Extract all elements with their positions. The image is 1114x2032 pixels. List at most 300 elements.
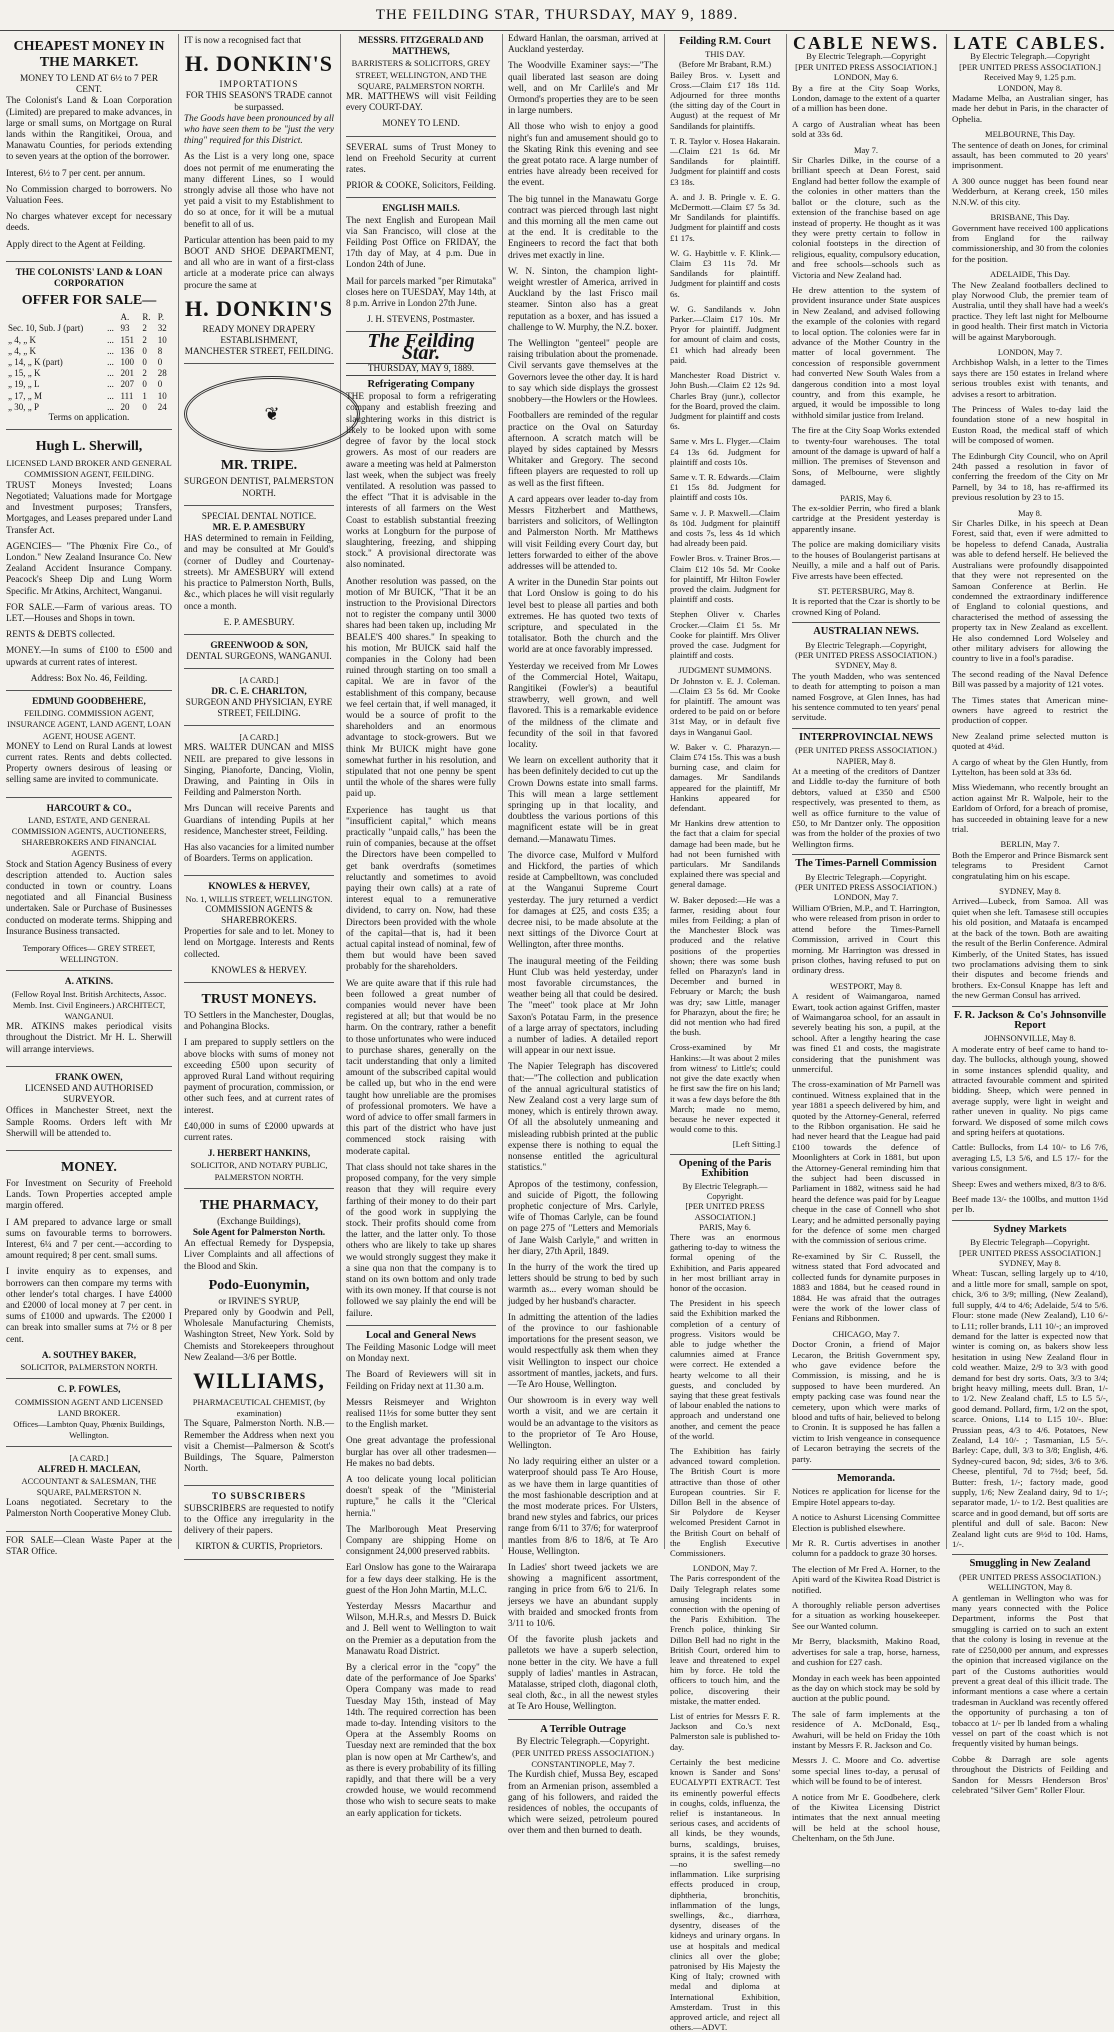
ad-pharmacy	[184, 1193, 334, 1487]
column-1	[6, 34, 172, 1557]
article-dateline: JOHNSONVILLE, May 8.	[984, 1033, 1076, 1044]
article-text: A. and J. B. Pringle v. E. G. McDermott.—Claim £7 5s 3d. Mr Sandilands for plaintiffs. Judgment for plaintiff and costs £1 17s.	[670, 191, 780, 243]
ad-text: Particular attention has been paid to my BOOT AND SHOE DEPARTMENT, and all who are in want of a first-class article at a moderate price can always procure the same at	[184, 235, 334, 291]
ad-title: Hugh L. Sherwill,	[35, 439, 143, 455]
section-title: CABLE NEWS.	[792, 33, 940, 53]
article-text: The police are making domiciliary visits to the houses of Boulangerist partisans at Neuilly, a mile and a half out of Paris. Five arrests have been effected.	[792, 539, 940, 581]
article-byline: (PER UNITED PRESS ASSOCIATION.)	[959, 1571, 1101, 1582]
ad-subtitle: MR. E. P. AMESBURY	[212, 523, 306, 534]
ad-subtitle: SURGEON AND PHYSICIAN, EYRE STREET, FEILDING.	[185, 697, 333, 719]
article-title: Refrigerating Company	[367, 379, 475, 391]
ad-title: KNOWLES & HERVEY,	[208, 882, 310, 893]
article-text: Cattle: Bullocks, from L4 10/- to L6 7/6, averaging L5, L3 5/6, and L5 17/- for the various consignment.	[952, 1142, 1108, 1174]
article-dateline: SYDNEY, May 8.	[999, 886, 1061, 897]
divider	[792, 854, 940, 855]
column-3	[346, 34, 496, 1819]
article-text: The youth Madden, who was sentenced to death for attempting to poison a man named Fosgrove, at Glen Innes, has had his sentence commuted to ten years' penal servitude.	[792, 670, 940, 723]
ad-subtitle: MONEY TO LEND.	[382, 119, 460, 130]
ad-card: [A CARD.]	[69, 1453, 109, 1464]
ad-text: Has also vacancies for a limited number of Boarders. Terms on application.	[184, 842, 334, 865]
column-rule	[178, 34, 179, 1549]
ad-signature: KIRTON & CURTIS, Proprietors.	[195, 1542, 323, 1553]
divider	[952, 1220, 1108, 1221]
ad-text: RENTS & DEBTS collected.	[6, 630, 115, 641]
ad-subtitle: READY MONEY DRAPERY ESTABLISHMENT,	[202, 324, 316, 347]
article-text: At a meeting of the creditors of Dantzer and Liddle to-day the furniture of both debtors, valued at £350 and £500 respectively, was presented to them, as well as office furniture to the value of £50, to Mr Dantzer only. The opposition was from the holder of the proxies of two Wellington firms.	[792, 766, 940, 849]
table-row: „ 4, „ K ... 151 2 10	[8, 334, 167, 345]
article-dateline: BRISBANE, This Day.	[990, 212, 1070, 223]
column-7	[952, 33, 1108, 1795]
section-title: LATE CABLES.	[953, 33, 1107, 53]
article-title: AUSTRALIAN NEWS.	[813, 626, 919, 638]
article-dateline: Received May 9, 1.25 p.m.	[983, 72, 1077, 83]
article-dateline: SYDNEY, May 8.	[999, 1258, 1061, 1269]
divider	[792, 728, 940, 729]
article-text: The sentence of death on Jones, for criminal assault, has been commuted to 20 years' imprisonment.	[952, 139, 1108, 171]
article-text: The fire at the City Soap Works extended to twenty-four warehouses. The total amount of the damage is upward of half a million. The premises of Stevenson and Sons, of Melbourne, were slightly damaged.	[792, 425, 940, 488]
article-text: New Zealand prime selected mutton is quoted at 4¼d.	[952, 730, 1108, 752]
ad-sherwill	[6, 434, 172, 691]
notice-english-mails	[346, 202, 496, 332]
ad-subtitle: LICENSED LAND BROKER AND GENERAL COMMISSION AGENT, FEILDING.	[6, 458, 172, 480]
article-dateline: CHICAGO, May 7.	[832, 1328, 900, 1339]
article-text: Yesterday we received from Mr Lowes of the Commercial Hotel, Waitapu, Rangitikei (Fowler's) a beautiful strawberry, well grown, and well flavored. This is a remarkable evidence of the mildness of the climate and fecundity of the soil in that favored locality.	[508, 661, 658, 750]
land-table	[6, 312, 172, 413]
divider	[670, 1154, 780, 1155]
article-text: Certainly the best medicine known is Sander and Sons' EUCALYPTI EXTRACT. Test its eminently powerful effects in coughs, colds, influenza, the relief is instantaneous. In serious cases, and accidents of all kinds, be they wounds, burns, scaldings, bruises, sprains, it is the safest remedy—no swelling—no inflammation. Like surprising effects produced in croup, diphtheria, bronchitis, inflammation of the lungs, swellings, &c., diarrhœa, dysentry, diseases of the kidneys and urinary organs. In use at hospitals and medical clinics all over the globe; patronised by His Majesty the King of Italy; crowned with medal and diploma at International Exhibition, Amsterdam. Trust in this approved article, and reject all others.—ADVT.	[670, 1756, 780, 2032]
article-text: A writer in the Dunedin Star points out that Lord Onslow is going to do his level best to please all parties and both extremes. He has quoted two texts of scripture, and speculated in the totalisator. Both the church and the world are at once favorably impressed.	[508, 578, 658, 656]
article-text: Cross-examined by Mr Hankins:—It was about 2 miles from witness' to Little's; could not give the date exactly when he first saw the fire on his land; it was a few days before the 8th March; made no memo, because he never expected it would come to this.	[670, 1042, 780, 1135]
ad-text: MR. ATKINS makes periodical visits throughout the District. Mr H. L. Sherwill will arrange interviews.	[6, 1022, 172, 1055]
ad-title: H. DONKIN'S	[185, 51, 333, 77]
article-text: A thoroughly reliable person advertises for a situation as working housekeeper. See our Wanted column.	[792, 1600, 940, 1631]
ad-title: SPECIAL DENTAL NOTICE.	[201, 511, 317, 522]
article-text: A resident of Waimangaroa, named Ewart, took action against Griffen, master of Waimangaroa school, for an assault in severely beating his son, a pupil, at the school. After a lengthy hearing the case was fined £1 and costs, the magistrate considering that the punishment was unmerciful.	[792, 991, 940, 1074]
article-text: Sir Charles Dilke, in his speech at Dean Forest, said that, even if were admitted to be hopeless to defend Canada, Australia was able to defend herself. He believed the Australians were profoundly disappointed that they were not represented on the Samoan Conference at Berlin. He condemned the extraordinary indifference of England to colonial questions, and characterised the method of assessing the property tax in New Zealand as excellent. He also condemned Lord Wolseley and other military advisers for allowing the country to live in a fool's paradise.	[952, 518, 1108, 664]
article-text: A cargo of Australian wheat has been sold at 33s 6d.	[792, 118, 940, 140]
article-byline: [PER UNITED PRESS ASSOCIATION.]	[959, 61, 1101, 72]
table-row: „ 4, „ K ... 136 0 8	[8, 345, 163, 356]
article-text: Mr Berry, blacksmith, Makino Road, advertises for sale a trap, horse, harness, and cushion for £27 cash.	[792, 1636, 940, 1668]
article-dateline: CONSTANTINOPLE, May 7.	[531, 1759, 635, 1770]
article-text: Messrs Reismeyer and Wrighton realised 11½s for some butter they sent to the English market.	[346, 1397, 496, 1431]
article-title: Opening of the Paris Exhibition	[678, 1157, 772, 1179]
ad-trust-moneys	[184, 987, 334, 1189]
article-text: No lady requiring either an ulster or a waterproof should pass Te Aro House, as we have them in large quantities of the most fashionable description and at the most moderate prices. For Ulsters, brand new styles and fabrics, our prices range from 6/11 to 37/6; for waterproof mantles from 8/6 to 18/6, at Te Aro House, Wellington.	[508, 1457, 658, 1557]
paper-title: The Feilding Star.	[367, 330, 475, 364]
ad-title: HARCOURT & CO.,	[46, 803, 132, 814]
ad-title: EDMUND GOODBEHERE,	[32, 696, 146, 707]
table-row: „ 15, „ K ... 201 2 28	[8, 368, 167, 379]
ad-subtitle: FEILDING. COMMISSION AGENT, INSURANCE AGENT, LAND AGENT, LOAN AGENT, HOUSE AGENT.	[6, 708, 171, 741]
article-text: The Kurdish chief, Mussa Bey, escaped from an Armenian prison, assembled a gang of his followers, and raided the residences of nobles, the occupants of which were seized, petroleum poured over them and then burned to death.	[508, 1770, 658, 1837]
article-text: The Board of Reviewers will sit in Feilding on Friday next at 11.30 a.m.	[346, 1370, 496, 1392]
ad-subtitle: OFFER FOR SALE—	[21, 293, 157, 309]
article-byline: By Electric Telegraph—Copyright.	[970, 1237, 1090, 1248]
article-subhead: JUDGMENT SUMMONS.	[678, 665, 772, 676]
article-byline: [PER UNITED PRESS ASSOCIATION.]	[795, 61, 937, 72]
article-dateline: LONDON, May 7.	[833, 892, 899, 903]
ad-subtitle: No. 1, WILLIS STREET, WELLINGTON.	[185, 893, 333, 904]
ad-signature: J. HERBERT HANKINS,	[207, 1149, 311, 1160]
ad-amesbury	[184, 510, 334, 635]
article-byline: [PER UNITED PRESS ASSOCIATION.]	[959, 1247, 1101, 1258]
divider	[792, 622, 940, 623]
notice-title: ENGLISH MAILS.	[382, 204, 460, 215]
ad-text: MANCHESTER STREET, FEILDING.	[184, 347, 334, 358]
article-text: The inaugural meeting of the Feilding Hunt Club was held yesterday, under most favorable circumstances, the weather being all that could be desired. The "meet" took place at Mr John Saxon's Potatau Farm, in the presence of a large array of spectators, including a number of ladies. A detailed report will appear in our next issue.	[508, 956, 658, 1057]
article-text: A 300 ounce nugget has been found near Wedderburn, at Kerang creek, 150 miles N.N.W. of this city.	[952, 175, 1108, 207]
table-row: „ 30, „ P ... 20 0 24	[8, 401, 167, 412]
divider	[952, 1554, 1108, 1555]
article-text: Cobbe & Darragh are sole agents throughout the Districts of Feilding and Sandon for Messrs Henderson Bros' celebrated "Silver Gem" Roller Flour.	[952, 1753, 1108, 1795]
article-text: Bailey Bros. v. Lysett and Cross.—Claim £17 18s 11d. Adjourned for three months (the sitting day of the Court in August) at the request of Mr Sandilands for plaintiffs.	[670, 69, 780, 131]
article-text: In Ladies' short tweed jackets we are showing a magnificent assortment, ranging in price from 6/6 to 21/6. In jerseys we have an abundant supply with braided and smocked fronts from 3/11 to 10/6.	[508, 1563, 658, 1630]
article-text: Mr Hankins drew attention to the fact that a claim for special damage had been made, but he had not been furnished with particulars. Mr Sandilands explained there was special and general damage.	[670, 818, 780, 890]
ad-subtitle: MONEY TO LEND AT 6½ to 7 PER CENT.	[19, 74, 159, 96]
ad-subtitle: DENTAL SURGEONS, WANGANUI.	[186, 652, 332, 663]
ad-signature: PRIOR & COOKE, Solicitors, Feilding.	[346, 181, 496, 192]
article-text: Fowler Bros. v. Trainer Bros.—Claim £12 10s 5d. Mr Cooke for plaintiff, Mr Hilton Fowler proved the claim. Judgment for plaintiff and costs.	[670, 553, 780, 605]
article-dateline: WELLINGTON, May 8.	[987, 1582, 1073, 1593]
article-text: Earl Onslow has gone to the Wairarapa for a few days deer stalking. He is the guest of the Hon John Martin, M.L.C.	[346, 1563, 496, 1596]
ad-duncan	[184, 730, 334, 876]
ad-subtitle: PHARMACEUTICAL CHEMIST, (by examination)	[192, 1397, 326, 1419]
article-title: Sydney Markets	[993, 1223, 1067, 1235]
ad-text: I am prepared to supply settlers on the above blocks with sums of money not exceeding £500 upon security of approved Rural Land without requiring payment of procuration, commission, or other such fees, and at current rates of interest.	[184, 1038, 334, 1116]
masthead: THE FEILDING STAR, THURSDAY, MAY 9, 1889.	[0, 0, 1114, 31]
ad-charlton	[184, 673, 334, 726]
paper-date: THURSDAY, MAY 9, 1889.	[346, 363, 496, 376]
ad-maclean	[6, 1451, 172, 1531]
notice-text: Mail for parcels marked "per Rimutaka" closes here on TUESDAY, May 14th, at 8 p.m. Arrive in London 27th June.	[346, 276, 496, 310]
article-text: The Exhibition has fairly advanced toward completion. The British Court is more attractive than those of other European countries. Sir F. Dillon Bell in the absence of Sir Polydore de Keyser welcomed President Carnot in the British Court on behalf of the English Executive Commissioners.	[670, 1446, 780, 1559]
ad-card: [A CARD.]	[239, 732, 279, 743]
article-byline: (PER UNITED PRESS ASSOCIATION.)	[795, 649, 937, 660]
table-row: Sec. 10, Sub. J (part) ... 93 2 32	[8, 323, 167, 334]
article-text: Same v. Mrs L. Flyger.—Claim £4 13s 6d. Judgment for plaintiff and costs 10s.	[670, 436, 780, 467]
ad-text: The Square, Palmerston North. N.B.—Remember the Address when next you visit a Chemist—Palmerson & Scott's Buildings, The Square, Palmerston North.	[184, 1419, 334, 1475]
article-dateline: BERLIN, May 7.	[1000, 839, 1060, 850]
article-dateline: LONDON, May 6.	[833, 72, 899, 83]
ad-title: TRUST MONEYS.	[201, 991, 317, 1007]
article-text: William O'Brien, M.P., and T. Harrington, who were released from prison in order to attend before the Times-Parnell Commission, arrived in Court this morning. Mr Harrington was dressed in prison clothes, having refused to put on ordinary dress.	[792, 902, 940, 976]
article-text: The Marlborough Meat Preserving Company are shipping Home on consignment 24,000 preserved rabbits.	[346, 1524, 496, 1558]
article-text: W. Baker deposed:—He was a farmer, residing about four miles from Feilding; a plan of the Manchester Block was produced and the relative positions of the properties shown; there was some bush felled on Pharazyn's land in December and burned in February or March; the bush was dry; saw Little, manager for Pharazyn, about the fire; he did not mention who had fired the bush.	[670, 894, 780, 1038]
ad-signature: E. P. AMESBURY.	[223, 617, 295, 628]
ad-subtitle: COMMISSION AGENT AND LICENSED LAND BROKER.	[15, 1396, 163, 1418]
article-byline: (Before Mr Brabant, R.M.)	[678, 59, 772, 70]
article-text: The New Zealand footballers declined to play Norwood Club, the premier team of Australia, until they shall have had a week's practice. They left last night for Melbourne in good health. Their first match in Victoria will be against Maryborough.	[952, 279, 1108, 342]
article-text: The Edinburgh City Council, who on April 24th passed a resolution in favor of conferring the freedom of the City on Mr Parnell, by 34 to 18, has re-affirmed its previous resolution by 23 to 15.	[952, 450, 1108, 503]
article-dateline: ADELAIDE, This Day.	[989, 269, 1071, 280]
article-text: The cross-examination of Mr Parnell was continued. Witness explained that in the year 1881 a speech delivered by him, and quoted by the Attorney-General, referred to the Ribbon organisation. He said he had never heard that the League had paid £100 towards the defence of Moonlighters at Cork in 1881, but upon the Attorney-General reminding him that the subject had been discussed in Parliament in 1882, witness said he had heard the defence was paid for by League cheque in the case of Connell who shot Leary; and he admitted personally paying for the defence of some men charged with the commission of serious crime.	[792, 1079, 940, 1246]
column-rule	[946, 34, 947, 1549]
ad-title: CHEAPEST MONEY IN THE MARKET.	[13, 39, 165, 70]
article-text: Mr R. R. Curtis advertises in another column for a paddock to graze 30 horses.	[792, 1538, 940, 1559]
ad-text: Temporary Offices— GREY STREET, WELLINGTON.	[22, 943, 156, 965]
ad-signature: SOLICITOR, PALMERSTON NORTH.	[20, 1362, 158, 1373]
ad-text: Stock and Station Agency Business of every description attended to. Auction sales conducted in town or country. Loans negotiated and all Financial Business undertaken. Sale or Purchase of Businesses conducted on moderate terms. Shipping and Insurance Business transacted.	[6, 859, 172, 937]
article-dateline: THIS DAY.	[705, 49, 745, 60]
ad-title: THE PHARMACY,	[199, 1197, 319, 1213]
ad-title: GREENWOOD & SON,	[210, 640, 308, 651]
ad-text: For Investment on Security of Freehold Lands. Town Properties accepted ample margin offered.	[6, 1179, 172, 1212]
article-text: Both the Emperor and Prince Bismarck sent telegrams to President Carnot congratulating him on his escape.	[952, 849, 1108, 881]
ad-text: The Goods have been pronounced by all who have seen them to be "just the very thing" required for this District.	[184, 113, 334, 147]
article-text: The second reading of the Naval Defence Bill was passed by a majority of 121 votes.	[952, 668, 1108, 690]
divider	[952, 1006, 1108, 1007]
ad-subtitle: ACCOUNTANT & SALESMAN, THE SQUARE, PALMERSTON N.	[21, 1475, 157, 1497]
ad-text: SEVERAL sums of Trust Money to lend on Freehold Security at current rates.	[346, 142, 496, 176]
article-text: Monday in each week has been appointed as the day on which stock may be sold by auction at the public pound.	[792, 1672, 940, 1704]
ad-donkin	[184, 34, 334, 364]
ad-fowles	[6, 1383, 172, 1447]
dental-emblem-icon: ❦	[184, 376, 360, 452]
article-text: A moderate entry of beef came to hand to-day. The bullocks, although young, showed in some instances splendid quality, and attracted favourable comment and spirited bidding. Sheep, which were penned in average supply, were light in weight and rather uneven in quality. No pigs came forward. We disposed of some milch cows and spring heifers at quotations.	[952, 1043, 1108, 1137]
article-dateline: ST. PETERSBURG, May 8.	[817, 585, 915, 596]
article-text: By a fire at the City Soap Works, London, damage to the extent of a quarter of a million has been done.	[792, 82, 940, 114]
ad-text: AGENCIES— "The Phœnix Fire Co., of London." New Zealand Insurance Co. New Zealand Accident Insurance Company. Peacock's Sheep Dip and Lung Worm Specific. Mr Atkins, Architect, Wanganui.	[6, 541, 172, 597]
article-text: Madame Melba, an Australian singer, has made her debut in Paris, in the character of Ophelia.	[952, 93, 1108, 124]
article-text: It is reported that the Czar is shortly to be crowned King of Poland.	[792, 596, 940, 617]
article-dateline: PARIS, May 6.	[840, 492, 892, 503]
divider	[508, 1719, 658, 1720]
column-5	[670, 34, 781, 2032]
article-text: Our showroom is in every way well worth a visit, and we are certain it would be an advantage to the visitors as to the proprietor of Te Aro House, Wellington.	[508, 1396, 658, 1451]
article-text: The Feilding Masonic Lodge will meet on Monday next.	[346, 1342, 496, 1365]
article-text: Messrs J. C. Moore and Co. advertise some special lines to-day, a perusal of which will be found to be of interest.	[792, 1755, 940, 1787]
ad-title: THE COLONISTS' LAND & LOAN CORPORATION	[15, 267, 163, 290]
ad-owen	[6, 1071, 172, 1151]
ad-text: I AM prepared to advance large or small sums on favourable terms to borrowers. Interest, 6¼ and 7 per cent.—according to amount required; 8 per cent. small sums.	[6, 1217, 172, 1262]
article-title: Local and General News	[366, 1329, 476, 1341]
article-dateline: PARIS, May 6.	[699, 1221, 751, 1232]
article-text: W. G. Haybittle v. F. Klink.—Claim £3 11s 7d. Mr Sandilands for plaintiff. Judgment for plaintiff and costs 6s.	[670, 247, 780, 299]
ad-text: MONEY.—In sums of £100 to £500 and upwards at current rates of interest.	[6, 646, 172, 668]
article-text: T. R. Taylor v. Hosea Hakarain.—Claim £21 1s 6d. Mr Sandilands for plaintiff. Judgment for plaintiff and costs £3 18s.	[670, 135, 780, 187]
article-title: Feilding R.M. Court	[679, 36, 771, 47]
article-text: All those who wish to enjoy a good night's fun and amusement should go to the Skating Rink this evening and see the great potato race. A large number of entries have already been received for the event.	[508, 122, 658, 189]
article-text: We learn on excellent authority that it has been definitely decided to cut up the Crown Downs estate into small farms. This will mean a large settlement springing up in that locality, and doubtless the various portions of this magnificent estate will be in great demand.—Manawatu Times.	[508, 756, 658, 845]
ad-knowles	[184, 880, 334, 983]
article-title: Memoranda.	[836, 1473, 896, 1484]
article-title: The Times-Parnell Commission	[795, 858, 937, 870]
ad-tripe	[184, 368, 334, 505]
article-byline: By Electric Telegraph.—Copyright	[806, 51, 926, 62]
ad-text: FOR SALE.—Farm of various areas. TO LET.—Houses and Shops in town.	[6, 602, 172, 624]
article-text: In the hurry of the work the tired up letters should be strung to bed by such warmth as... every woman should be judged by her husband's character.	[508, 1262, 658, 1307]
article-text: THE proposal to form a refrigerating company and establish freezing and slaughtering works in this district is likely to be looked upon with some degree of favor by the local stock growers. As most of our readers are aware a meeting was held at Palmerston last week, when the subject was freely ventilated. A resolution was passed to the effect "That it is advisable in the interests of all farmers on the West Coast to establish substantial freezing works at Longburn for the purpose of slaughtering, freezing, and shipping stock." A provisional directorate was also nominated.	[346, 392, 496, 571]
article-byline: By Electric Telegraph.—Copyright.	[805, 871, 927, 882]
notice-signature: J. H. STEVENS, Postmaster.	[367, 315, 475, 326]
column-rule	[502, 34, 503, 1549]
article-title: F. R. Jackson & Co's Johnsonville Report	[953, 1009, 1107, 1031]
article-byline: [PER UNITED PRESS ASSOCIATION.]	[685, 1201, 765, 1222]
ad-title: DR. C. E. CHARLTON,	[211, 686, 307, 697]
article-text: The ex-soldier Perrin, who fired a blank cartridge at the President yesterday is apparently insane.	[792, 503, 940, 534]
article-text: Same v. J. P. Maxwell.—Claim 8s 10d. Judgment for plaintiff and costs 7s, less 4s 1d which had already been paid.	[670, 507, 780, 549]
article-text: W. Baker v. C. Pharazyn.—Claim £74 15s. This was a bush burning case, and claim for damages. Mr Sandilands appeared for the plaintiff, Mr Hankins appeared for defendant.	[670, 741, 780, 814]
ad-subtitle: LAND, ESTATE, AND GENERAL COMMISSION AGENTS, AUCTIONEERS, SHAREBROKERS AND FINANCIAL AGENTS.	[11, 814, 167, 859]
ad-subtitle: SURGEON DENTIST, PALMERSTON NORTH.	[184, 477, 334, 499]
article-text: Sir Charles Dilke, in the course of a brilliant speech at Dean Forest, said England had better follow the example of the colonies in other matters than the ballot or the cloture, such as the extension of the franchise based on age instead of property. He thought as it was they were pretty certain to follow in colonial footsteps in the direction of religious, equality, compulsory education, and free schools—schools such as Victoria and New Zealand had.	[792, 155, 940, 280]
article-text: There was an enormous gathering to-day to witness the formal opening of the Exhibition, and Paris appeared in her most brilliant array in honor of the occasion.	[670, 1231, 780, 1293]
ad-subtitle: COMMISSION AGENTS & SHAREBROKERS.	[205, 904, 313, 926]
article-text: A notice from Mr E. Goodbehere, clerk of the Kiwitea Licensing District intimates that the next annual meeting will be held at the school house, Cheltenham, on the 5th June.	[792, 1791, 940, 1844]
article-text: Re-examined by Sir C. Russell, the witness stated that Ford advocated and collected funds for dynamite purposes in 1883 and 1884, but he ceased round in 1884. He was afraid that the outrages were the work of the lower class of Fenians and Ribbonmen.	[792, 1250, 940, 1324]
ad-title: ALFRED H. MACLEAN,	[37, 1464, 141, 1475]
ad-fitzgerald	[346, 34, 496, 137]
ad-text: MRS. WALTER DUNCAN and MISS NEIL are prepared to give lessons in Singing, Pianoforte, Dancing, Violin, Drawing, and Painting in Oils in Feilding and Palmerston North.	[184, 743, 334, 799]
ad-subtitle: Sole Agent for Palmerston North.	[192, 1228, 326, 1239]
ad-title: H. DONKIN'S	[185, 295, 333, 321]
ad-title: Podo-Euonymin,	[208, 1277, 310, 1293]
article-byline: (PER UNITED PRESS ASSOCIATION.)	[512, 1748, 654, 1759]
article-dateline: May 8.	[1017, 507, 1043, 518]
article-text: By a clerical error in the "copy" the date of the performance of Joe Sparks' Opera Company was made to read Tuesday May 15th, instead of May 14th. The required correction has been made to-day. Intending visitors to the Opera at the Assembly Rooms on Tuesday next are reminded that the box plan is now open at Mr Carthew's, and as there is every probability of its filling rapidly, and that there will be a very crowded house, we would recommend those who wish to secure seats to make an early application for tickets.	[346, 1663, 496, 1819]
article-dateline: LONDON, May 8.	[997, 82, 1063, 93]
article-text: Another resolution was passed, on the motion of Mr BUICK, "That it be an instruction to the Provisional Directors not to register the company until 3000 shares had been taken up, including Mr BEALE'S 400 shares." In speaking to his motion, Mr BUICK said half the companies in the Colony had been ruined through starting on too small a capital. We are in favor of the establishment of this company, because we feel certain that, if well managed, it would be a source of profit to the shareholders and an enormous advantage to stock-growers. But we think Mr BUICK might have gone somewhat further in his resolution, and stipulated that not one penny be spent until the whole of the shares were fully paid up.	[346, 576, 496, 800]
ad-signature: SOLICITOR, AND NOTARY PUBLIC, PALMERSTON NORTH.	[190, 1160, 328, 1182]
table-row: „ 19, „ L ... 207 0 0	[8, 379, 163, 390]
article-byline: By Electric Telegraph.—Copyright.	[516, 1736, 650, 1747]
ad-text: Mrs Duncan will receive Parents and Guardians of intending Pupils at her residence, Manchester street, Feilding.	[184, 804, 334, 837]
article-text: Notices re application for license for the Empire Hotel appears to-day.	[792, 1486, 940, 1507]
article-title: INTERPROVINCIAL NEWS	[799, 731, 933, 743]
ad-subscribers	[184, 1490, 334, 1559]
ad-title: C. P. FOWLES,	[57, 1385, 121, 1396]
article-text: Government have received 100 applications from England for the railway commissionership, and 30 from the colonies for the position.	[952, 222, 1108, 264]
column-2	[184, 34, 334, 1553]
ad-text: Offices—Lambton Quay, Phœnix Buildings, Wellington.	[13, 1418, 165, 1441]
article-text: We are quite aware that if this rule had been followed a great number of companies would never have been registered at all; but that would be no harm. On the contrary, rather a benefit to those unfortunates who were induced to purchase shares, generally on the tacit understanding that only a limited amount of the subscribed capital would be called up, but who in the end were taught how unreliable are the promises of professional promoters. We have a word of advice to offer small farmers in this part of the district who have just commenced stock raising with moderate capital.	[346, 978, 496, 1157]
ad-subtitle: (Exchange Buildings),	[217, 1216, 301, 1227]
article-text: The Princess of Wales to-day laid the foundation stone of a new hospital in Euston Road, the medical staff of which will be composed of women.	[952, 404, 1108, 446]
article-byline: By Electric Telegraph.—Copyright.	[682, 1180, 768, 1202]
ad-text: SUBSCRIBERS are requested to notify to the Office any irregularity in the delivery of their papers.	[184, 1503, 334, 1537]
ad-subtitle: BARRISTERS & SOLICITORS, GREY STREET, WELLINGTON, AND THE SQUARE, PALMERSTON NORTH.	[351, 58, 491, 91]
ad-text: The Colonist's Land & Loan Corporation (Limited) are prepared to make advances, in large or small sums, on Mortgage on Rural lands within the Rangitikei, Oroua, and Manawatu Counties, for periods extending to seven years at the option of the borrower.	[6, 96, 172, 163]
ad-text: Interest, 6½ to 7 per cent. per annum.	[6, 168, 146, 179]
article-text: Experience has taught us that "insufficient capital," which means practically "unpaid calls," has been the ruin of companies, because at the offset the Directors have been compelled to get bank overdrafts (sometimes reluctantly and sometimes to avoid paying their own calls) at a rate of interest equal to a remunerative dividend, to carry on. Now, had these Directors been provided with the whole of the capital—that is, had it been actual capital instead of nominal, few of them but would have been saved probably for the shareholders.	[346, 805, 496, 973]
article-text: The Napier Telegraph has discovered that:—"The collection and publication of the annual agricultural statistics of New Zealand cost a very large sum of money, which is entirely thrown away. Of all the absolutely unmeaning and misleading rubbish printed at the public expense there is nothing to equal the nonsense entitled the agricultural statistics."	[508, 1062, 658, 1174]
article-byline: (PER UNITED PRESS ASSOCIATION.)	[795, 882, 937, 893]
ad-money	[6, 1155, 172, 1379]
ad-greenwood	[184, 639, 334, 669]
article-text: Dr Johnston v. E. J. Coleman.—Claim £3 5s 6d. Mr Cooke for plaintiff. The amount was ordered to be paid on or before 31st May, or in default five days in Wanganui Gaol.	[670, 675, 780, 737]
column-rule	[786, 34, 787, 1549]
ad-title: TO SUBSCRIBERS	[211, 1492, 307, 1503]
ad-text: Prepared only by Goodwin and Pell, Wholesale Manufacturing Chemists, Washington Street, New York. Sold by Chemists and Storekeepers throughout New Zealand—3/6 per Bottle.	[184, 1308, 334, 1363]
ad-text: Offices in Manchester Street, next the Sample Rooms. Orders left with Mr Sherwill will be attended to.	[6, 1106, 172, 1139]
article-text: Manchester Road District v. John Bush.—Claim £2 12s 9d. Charles Bray (junr.), collector for the Board, proved the claim. Judgment for plaintiff and costs 6s.	[670, 370, 781, 432]
column-rule	[340, 34, 341, 1549]
table-header: A. R. P.	[120, 312, 164, 323]
article-text: Of the favorite plush jackets and palletots we have a superb selection, none better in the city. We have a full supply of ladies' mantles in Astracan, Matalasse, striped cloth, diagonal cloth, seal cloth, &c., in all the newest styles at Te Aro House, Wellington.	[508, 1635, 658, 1713]
ad-text: Loans negotiated. Secretary to the Palmerston North Cooperative Money Club.	[6, 1498, 172, 1520]
ad-subtitle: LICENSED AND AUTHORISED SURVEYOR.	[24, 1084, 154, 1106]
article-text: List of entries for Messrs F. R. Jackson and Co.'s next Palmerston sale is published to-day.	[670, 1711, 780, 1752]
ad-text: TO Settlers in the Manchester, Douglas, and Pohangina Blocks.	[184, 1010, 334, 1033]
article-text: The divorce case, Mulford v Mulford and Hickford, the parties of which reside at Campbelltown, was concluded at the Wanganui Supreme Court yesterday. The jury returned a verdict for damages at £25, and costs £35; a decree nisi, to be made absolute at the next sittings of the Divorce Court at Wellington, after three months.	[508, 850, 658, 951]
article-text: A too delicate young local politician doesn't speak of the "Ministerial rupture," he calls it the "Clerical hernia."	[346, 1474, 496, 1519]
ad-text: Address: Box No. 46, Feilding.	[30, 673, 148, 684]
article-dateline: MELBOURNE, This Day.	[985, 129, 1075, 140]
ad-signature: A. SOUTHEY BAKER,	[41, 1350, 137, 1361]
article-text: The President in his speech said the Exhibition marked the completion of a century of progress. Visitors would be able to judge whether the calumnies aimed at France were correct. He extended a hearty welcome to all their guests, and concluded by saying that these great festivals of labour enabled the nations to approach and understand one another, and cement the peace of the world.	[670, 1298, 780, 1441]
ad-text: TRUST Moneys Invested; Loans Negotiated; Valuations made for Mortgage and Investment purposes; Transfers, Mortgages, and Leases prepared under Land Transfer Act.	[6, 480, 172, 536]
article-text: The Woodville Examiner says:—"The quail liberated last season are doing well, and on Mr Carlile's and Mr Ormond's properties they are to be seen in large numbers.	[508, 61, 658, 117]
article-text: The sale of farm implements at the residence of A. McDonald, Esq., Awahuri, will be held on Friday the 10th instant by Messrs F. R. Jackson and Co.	[792, 1708, 940, 1750]
article-dateline: May 7.	[853, 144, 879, 155]
ad-text: IT is now a recognised fact that	[184, 36, 302, 46]
ad-text: £40,000 in sums of £2000 upwards at current rates.	[184, 1121, 334, 1144]
article-title: A Terrible Outrage	[540, 1723, 626, 1735]
ad-waste-paper: FOR SALE—Clean Waste Paper at the STAR Office.	[6, 1535, 172, 1557]
ad-title: A. ATKINS.	[64, 977, 114, 988]
article-text: Stephen Oliver v. Charles Crocker.—Claim £1 5s. Mr Cooke for plaintiff. Mrs Oliver proved the case. Judgment for plaintiff and costs.	[670, 609, 780, 661]
ad-atkins	[6, 975, 172, 1066]
ad-goodbehere	[6, 695, 172, 798]
article-text: Apropos of the testimony, confession, and suicide of Pigott, the following prophetic conjecture of Mrs. Carlyle, wife of Thomas Carlyle, can be found on page 275 of "Letters and Memorials of Jane Walsh Carlyle," and written in her diary, 27th April, 1849.	[508, 1179, 658, 1257]
column-4	[508, 34, 658, 1837]
ad-subtitle: IMPORTATIONS	[219, 80, 299, 91]
article-text: Archbishop Walsh, in a letter to the Times says there are 150 estates in Ireland where serious troubles exist with tenants, and advises a resort to arbitration.	[952, 357, 1108, 399]
article-dateline: LONDON, May 7.	[692, 1563, 758, 1574]
article-text: Doctor Cronin, a friend of Major Lecaron, the British Government spy, who gave evidence before the Commission, is missing, and he is supposed to have been murdered. An empty packing case was found near the cemetery, upon which were marks of blood and tufts of hair, believed to belong to Cronin. It is supposed he has fallen a victim to Irish vengeance in consequence of Lecaron betraying the secrets of the party.	[792, 1339, 940, 1464]
article-text: Same v. T. R. Edwards.—Claim £1 15s 8d. Judgment for plaintiff and costs 10s.	[670, 471, 780, 503]
article-text: The Wellington "genteel" people are raising tribulation about the promenade. Civil servants gave themselves at the Governors levee the other day. It is hard to say which side displays the grossest snobbery—the Howlers or the Howlees.	[508, 339, 658, 406]
ad-card: [A CARD.]	[239, 675, 279, 686]
article-text: A cargo of wheat by the Glen Huntly, from Lyttelton, has been sold at 33s 6d.	[952, 756, 1108, 777]
article-dateline: SYDNEY, May 8.	[835, 660, 897, 671]
ad-title: MESSRS. FITZGERALD AND MATTHEWS,	[358, 36, 484, 58]
column-rule	[664, 34, 665, 1549]
article-text: A card appears over leader to-day from Messrs Fitzherbert and Matthews, barristers and solicitors, of Wellington and Palmerston North. Mr Matthews will visit Feilding every Court day, but letters forwarded to either of the above addresses will be attended to.	[508, 494, 658, 572]
article-text: Edward Hanlan, the oarsman, arrived at Auckland yesterday.	[508, 34, 658, 56]
article-text: Sheep: Ewes and wethers mixed, 8/3 to 8/6.	[952, 1178, 1107, 1189]
article-byline: (PER UNITED PRESS ASSOCIATION.)	[795, 745, 937, 756]
article-text: Wheat: Tuscan, selling largely up to 4/10, and a little more for small, sample on spot, chick, 3/6 to 3/9; milling, (New Zealand), full supply, 4/4 to 4/6; Adelaide, 5/4 to 5/6. Flour: stone made (New Zealand), L10 6/- to L11; roller brands, L11 10/-; an improved demand for the latter is expected now that winter is coming on, as bakers show less hesitation in using New Zealand flour in cold weather. Maize, 2/9 to 3/3 with good demand for best dry sorts. Oats, 3/3 to 3/4; bright heavy milling, meets dull. Bran, 1/- to 1/2. New Zealand chaff, L5 to L5 5/-, good demand. Pollard, firm, 1/2 on the spot, scarce. Onions, L14 to L15 10/-. Blue: Prussian peas, 4/3 to 4/6. Potatoes, New Zealand, L4 10/- ; Tasmanian, L5 5/-. Barley: Cape, dull, 3/3 to 3/8; English, 4/6. Sydney-cured bacon, 9d; sides, 3/6 to 3/6. Cheese, plentiful, 7d to 7½d; beef, 5d. Butter: fresh, 1/-; factory made, good supply, 1/6; New Zealand dairy, 9d to 1/-; separator made, 1/- to 1/2. Best qualities are scarce and in good demand, but off sorts are plentiful and dull of sale. Bacon: New Zealand light cuts are 9½d to 10d. Hams, 1/-.	[952, 1268, 1108, 1550]
table-row: „ 14, „ K (part) ... 100 0 0	[8, 357, 163, 368]
ad-signature: KNOWLES & HERVEY.	[211, 965, 307, 976]
ad-title: FRANK OWEN,	[55, 1072, 123, 1083]
article-dateline: WESTPORT, May 8.	[829, 980, 903, 991]
divider	[792, 1469, 940, 1470]
article-text: A gentleman in Wellington who was for many years connected with the Police Department, informs the Post that smuggling is carried on to such an extent that the colony is losing in revenue at the rate of £250,000 per annum, and expresses the opinion that increased vigilance on the part of the Customs authorities would prevent a great deal of this illicit trade. The informant mentions a case where a certain tradesman in Auckland was recently offered the opportunity of purchasing a ton of tobacco at 1/- per lb landed from a whaling vessel on part of the coast which is not frequently visited by human beings.	[952, 1592, 1108, 1749]
article-dateline: LONDON, May 7.	[997, 346, 1063, 357]
ad-harcourt	[6, 802, 172, 972]
article-text: W. N. Sinton, the champion light-weight wrestler of America, arrived in Auckland by the last Frisco mail steamer. Sinton also has a great reputation as a boxer, and has issued a challenge to W. Murphy, the N.Z. boxer.	[508, 266, 658, 333]
ad-text: No Commission charged to borrowers. No Valuation Fees.	[6, 184, 172, 207]
article-byline: By Electric Telegraph.—Copyright,	[805, 639, 927, 650]
notice-text: The next English and European Mail via San Francisco, will close at the Feilding Post Office on FRIDAY, the 17th day of May, at 4 p.m. Due in London 24th of June.	[346, 215, 496, 271]
table-row: „ 17, „ M ... 111 1 10	[8, 390, 167, 401]
ad-text: An effectual Remedy for Dyspepsia, Liver Complaints and all affections of the Blood and Skin.	[184, 1239, 334, 1272]
article-text: The election of Mr Fred A. Horner, to the Apiti ward of the Kiwitea Road District is notified.	[792, 1563, 940, 1595]
ad-text: MONEY to Lend on Rural Lands at lowest current rates. Rents and debts collected. Property owners desirous of leasing or selling same are invited to communicate.	[6, 741, 172, 786]
article-note: [Left Sitting.]	[732, 1139, 780, 1150]
column-6	[792, 33, 940, 1844]
ad-land-corporation	[6, 266, 172, 430]
article-byline: By Electric Telegraph.—Copyright	[970, 51, 1090, 62]
article-text: The Times states that American mine-owners have agreed to restrict the production of copper.	[952, 694, 1108, 726]
ad-subtitle: (Fellow Royal Inst. British Architects, Assoc. Memb. Inst. Civil Engineers.) ARCHITECT, WANGANUI.	[11, 988, 167, 1022]
article-text: That class should not take shares in the proposed company, for the very simple reason that they will require every farthing of their money to do their part of the good work in supplying the stock. Their profits should come from the latter, and the latter only. To those others who are likely to take up shares we would strongly suggest they make it a sine qua non that the company is to stand on its own bottom and only trade with its own money. If that course is not followed we say plainly the end will be failure.	[346, 1162, 496, 1319]
ad-text: No charges whatever except for necessary deeds.	[6, 212, 172, 234]
article-text: He drew attention to the system of provident insurance under State auspices in New Zealand, and advised following the example of the colonies with regard to local option. The colonies were far in advance of the Mother Country in the matter of local government. The concession of responsible government had converted New South Wales from a dangerous condition into a most loyal country, and from this example, he argued, it would be impossible to long withhold similar justice from Ireland.	[792, 284, 940, 420]
